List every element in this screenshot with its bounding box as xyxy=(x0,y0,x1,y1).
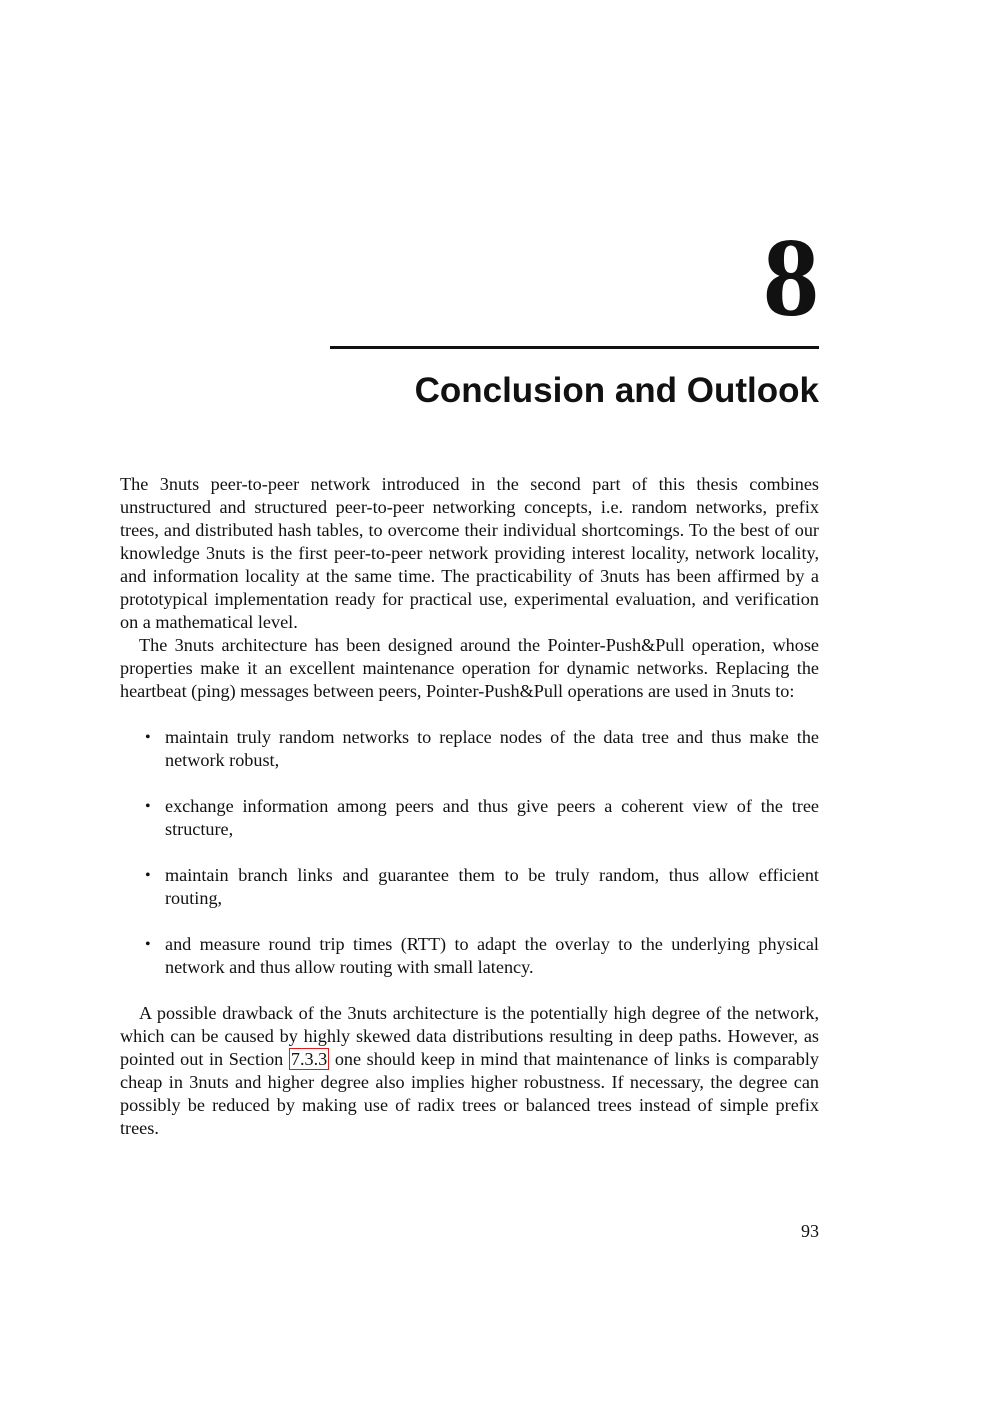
paragraph-drawback-text-end: one should keep in mind that maintenance of links is comparably cheap in 3nuts and higher degree also implies higher robustness. If necessary, the degree can possibly be reduced by making use of radix trees or balanced trees instead of simple prefix trees. xyxy=(120,1049,820,1138)
list-item-text: maintain branch links and guarantee them to be truly random, thus allow efficient routing, xyxy=(165,865,819,908)
chapter-body xyxy=(120,473,819,1140)
list-item xyxy=(145,795,819,841)
bullet-icon: • xyxy=(145,867,151,884)
bullet-icon: • xyxy=(145,729,151,746)
paragraph-architecture: The 3nuts architecture has been designed around the Pointer-Push&Pull operation, whose properties make it an excellent maintenance operation for dynamic networks. Replacing the heartbeat (ping) messages between peers, Pointer-Push&Pull operations are used in 3nuts to: xyxy=(120,635,819,701)
list-item xyxy=(145,864,819,910)
chapter-number: 8 xyxy=(763,216,819,340)
page-number: 93 xyxy=(801,1221,819,1241)
paragraph-drawback-text-start: A possible drawback of the 3nuts architecture is the potentially high degree of the network, which can be caused by highly skewed data distributions resulting in deep paths. However, as pointed out in Section xyxy=(120,1003,819,1069)
list-item-text: maintain truly random networks to replace nodes of the data tree and thus make the network robust, xyxy=(165,727,819,770)
list-item-text: exchange information among peers and thus give peers a coherent view of the tree structure, xyxy=(165,796,819,839)
chapter-title: Conclusion and Outlook xyxy=(414,371,819,410)
list-item xyxy=(145,933,819,979)
paragraph-intro: The 3nuts peer-to-peer network introduced in the second part of this thesis combines unstructured and structured peer-to-peer networking concepts, i.e. random networks, prefix trees, and distributed hash tables, to overcome their individual shortcomings. To the best of our knowledge 3nuts is the first peer-to-peer network providing interest locality, network locality, and information locality at the same time. The practicability of 3nuts has been affirmed by a prototypical implementation ready for practical use, experimental evaluation, and verification on a mathematical level. xyxy=(120,474,819,632)
paragraph-drawback xyxy=(120,1002,819,1140)
bullet-icon: • xyxy=(145,798,151,815)
bullet-list xyxy=(120,726,819,979)
section-reference-link[interactable]: 7.3.3 xyxy=(290,1049,328,1069)
list-item-text: and measure round trip times (RTT) to adapt the overlay to the underlying physical network and thus allow routing with small latency. xyxy=(165,934,819,977)
chapter-divider xyxy=(330,346,819,349)
bullet-icon: • xyxy=(145,936,151,953)
list-item xyxy=(145,726,819,772)
